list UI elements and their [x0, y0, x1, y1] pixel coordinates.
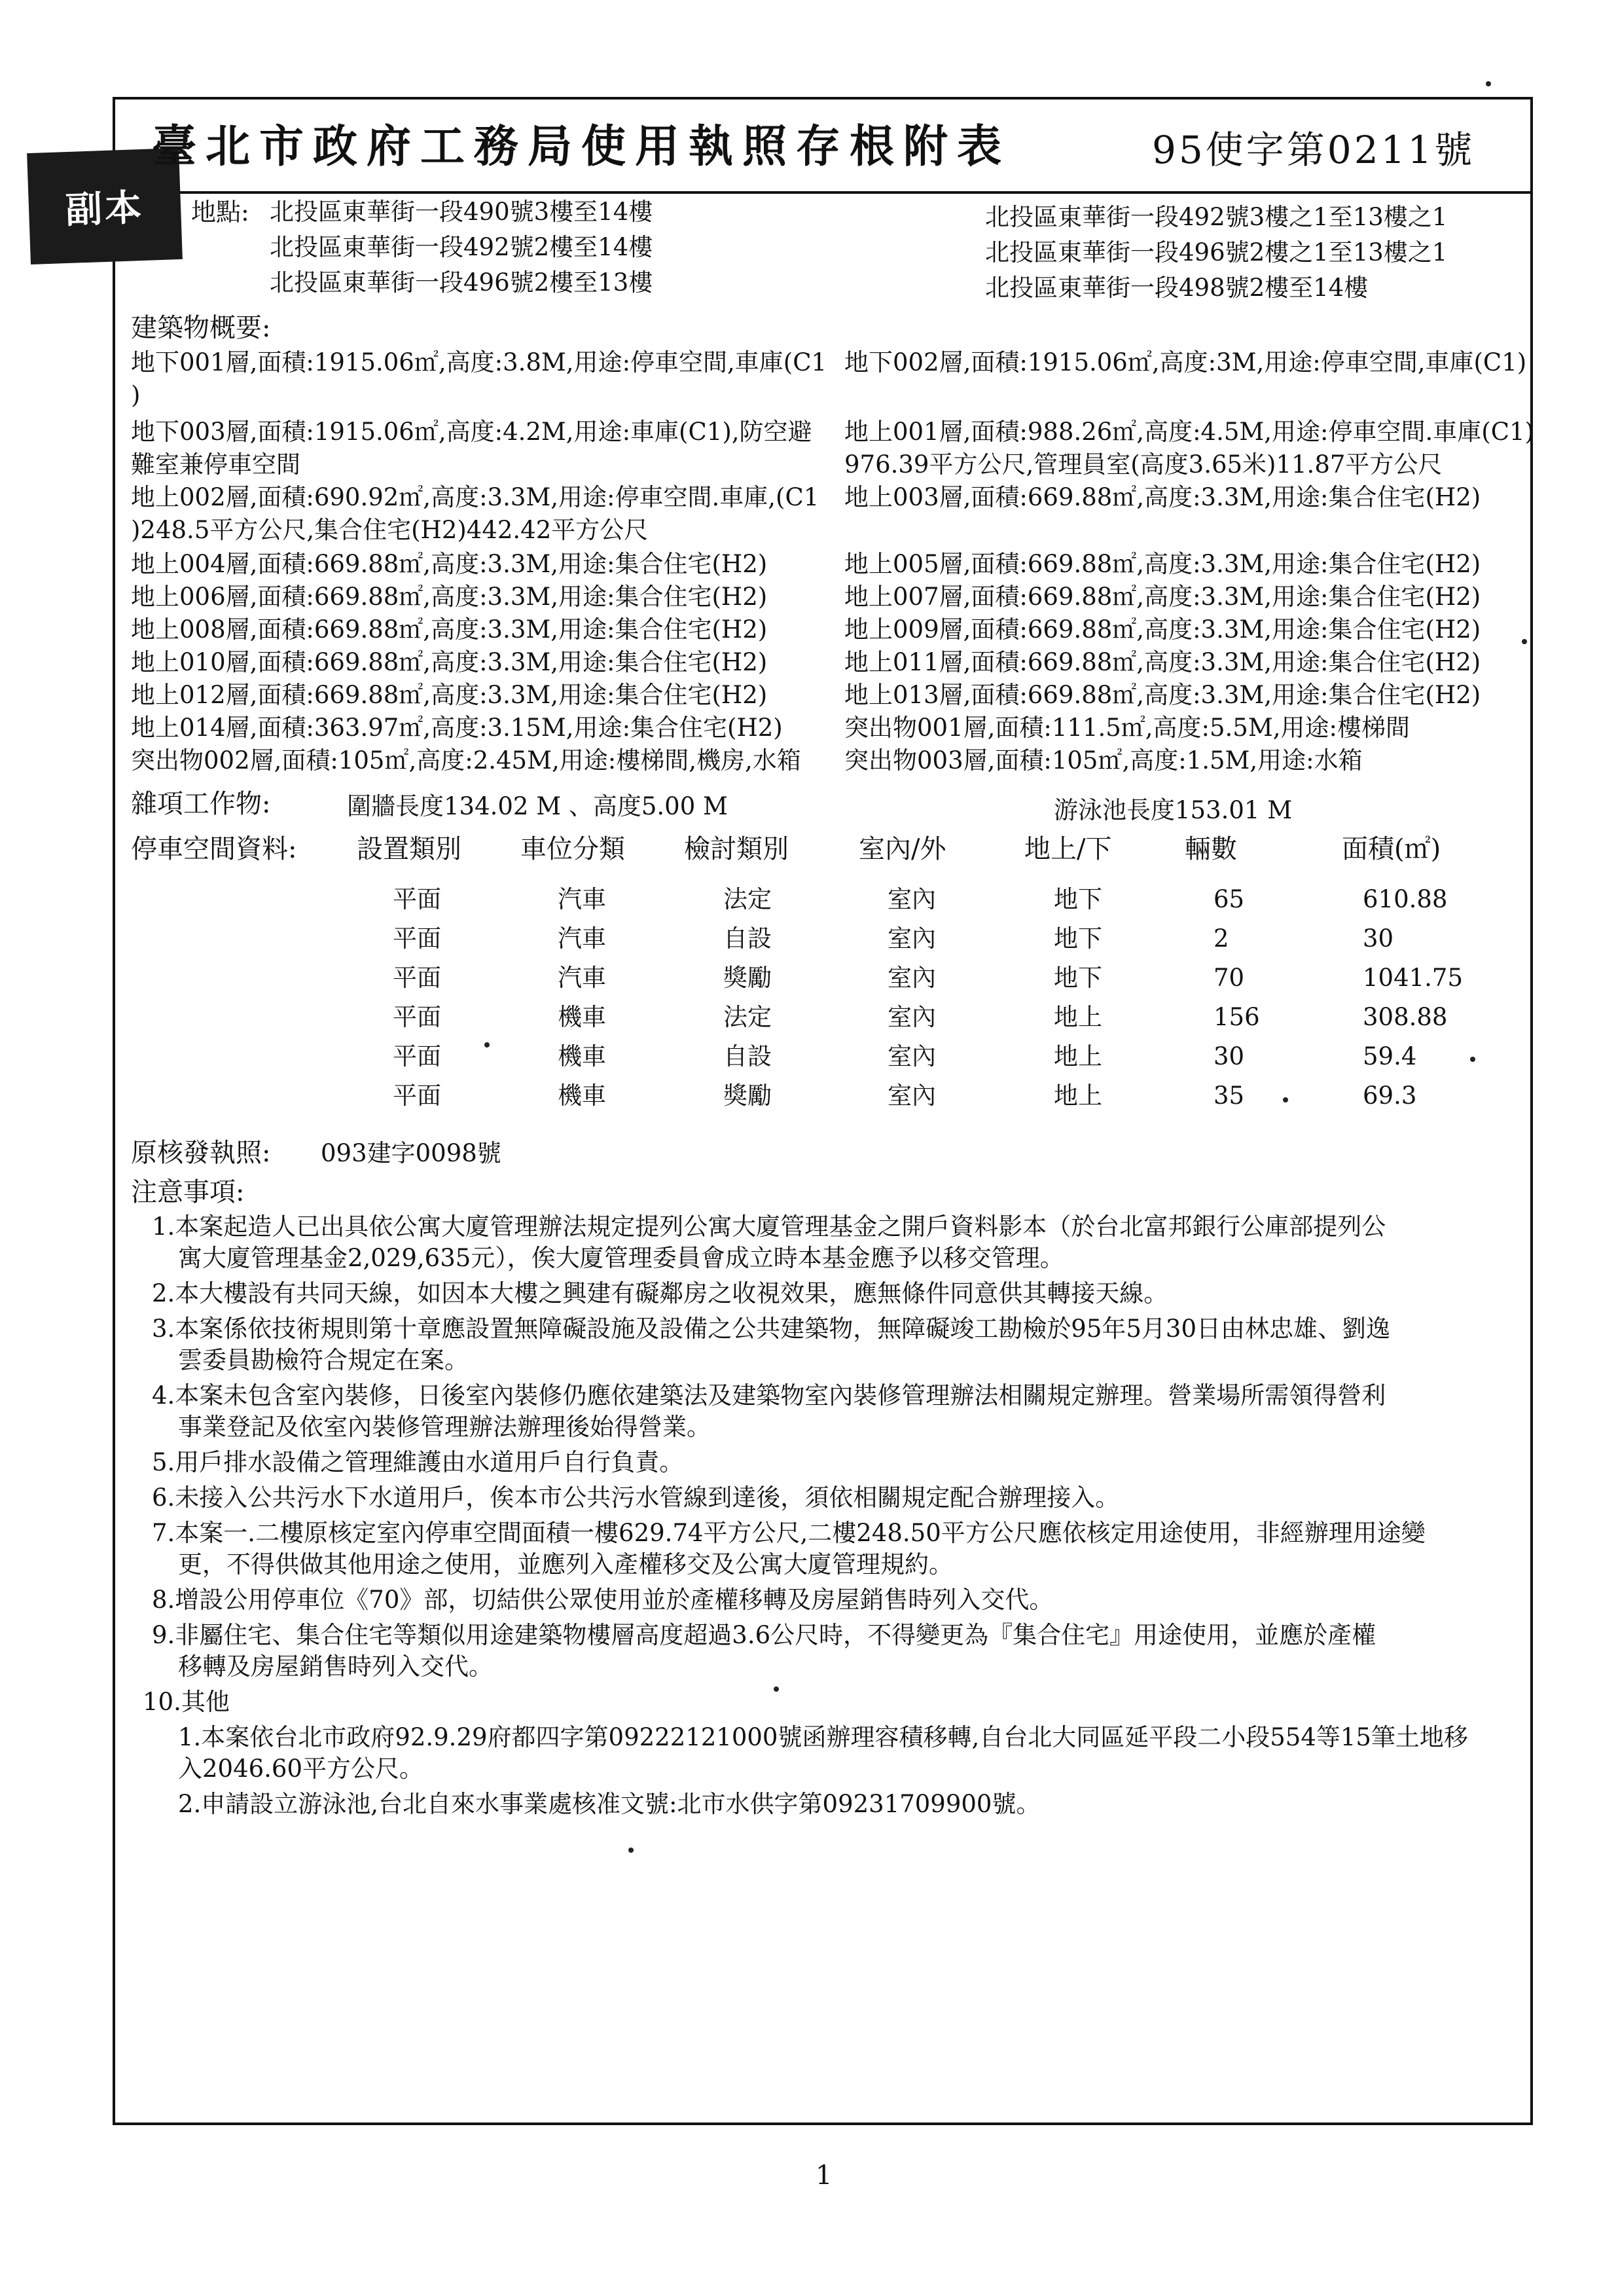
parking-cell: 30	[1363, 924, 1394, 953]
parking-cell: 地上	[1054, 1082, 1102, 1110]
scan-speck	[774, 1686, 779, 1692]
note-line: 移轉及房屋銷售時列入交代。	[178, 1652, 493, 1681]
scan-speck	[628, 1848, 634, 1853]
parking-cell: 室內	[888, 1003, 936, 1031]
building-line-right: 地上001層,面積:988.26㎡,高度:4.5M,用途:停車空間.車庫(C1)	[844, 418, 1534, 446]
document-frame	[113, 97, 1533, 2125]
note-line: 6.未接入公共污水下水道用戶，俟本市公共污水管線到達後，須依相關規定配合辦理接入。	[152, 1484, 1120, 1512]
parking-cell: 平面	[393, 1082, 441, 1110]
note-line: 1.本案起造人已出具依公寓大廈管理辦法規定提列公寓大廈管理基金之開戶資料影本（於台北富邦銀行公庫部提列公	[152, 1212, 1386, 1241]
scan-speck	[1283, 1097, 1288, 1102]
parking-cell: 地下	[1054, 885, 1102, 913]
notes-heading: 注意事項:	[131, 1177, 245, 1207]
building-line-right: 地下002層,面積:1915.06㎡,高度:3M,用途:停車空間,車庫(C1)	[844, 348, 1527, 376]
building-line-left: 突出物002層,面積:105㎡,高度:2.45M,用途:樓梯間,機房,水箱	[131, 746, 801, 774]
parking-cell: 2	[1214, 924, 1229, 953]
note-line: 雲委員勘檢符合規定在案。	[178, 1346, 469, 1374]
misc-wall: 圍牆長度134.02 M 、高度5.00 M	[347, 792, 728, 820]
parking-header-cell: 輛數	[1185, 834, 1237, 864]
address-left-3: 北投區東華街一段496號2樓至13樓	[270, 268, 653, 297]
document-title: 臺北市政府工務局使用執照存根附表	[152, 120, 1011, 173]
note-other-line: 1.本案依台北市政府92.9.29府都四字第09222121000號函辦理容積移轉,自台北大同區延平段二小段554等15筆土地移	[178, 1723, 1468, 1751]
building-line-right: 突出物001層,面積:111.5㎡,高度:5.5M,用途:樓梯間	[844, 714, 1410, 742]
parking-cell: 獎勵	[723, 1082, 772, 1110]
parking-label: 停車空間資料:	[131, 834, 297, 864]
parking-cell: 70	[1214, 964, 1245, 992]
parking-cell: 平面	[393, 964, 441, 992]
original-permit-value: 093建字0098號	[321, 1139, 501, 1167]
parking-cell: 地上	[1054, 1003, 1102, 1031]
building-line-left: 地上004層,面積:669.88㎡,高度:3.3M,用途:集合住宅(H2)	[131, 550, 768, 578]
note-other-line: 2.申請設立游泳池,台北自來水事業處核准文號:北市水供字第09231709900號。	[178, 1790, 1041, 1818]
parking-cell: 室內	[888, 885, 936, 913]
building-line-left: 地下003層,面積:1915.06㎡,高度:4.2M,用途:車庫(C1),防空避	[131, 418, 812, 446]
parking-cell: 156	[1214, 1003, 1260, 1031]
parking-cell: 汽車	[558, 885, 606, 913]
parking-cell: 平面	[393, 885, 441, 913]
address-label: 地點:	[191, 198, 249, 227]
parking-cell: 308.88	[1363, 1003, 1448, 1031]
note-line: 寓大廈管理基金2,029,635元），俟大廈管理委員會成立時本基金應予以移交管理。	[178, 1244, 1064, 1272]
note-other-line: 入2046.60平方公尺。	[178, 1755, 424, 1783]
parking-cell: 地上	[1054, 1042, 1102, 1070]
parking-cell: 室內	[888, 964, 936, 992]
address-right-1: 北投區東華街一段492號3樓之1至13樓之1	[985, 203, 1448, 231]
note-line: 3.本案係依技術規則第十章應設置無障礙設施及設備之公共建築物，無障礙竣工勘檢於95年5月30日由林忠雄、劉逸	[152, 1315, 1391, 1343]
parking-cell: 自設	[723, 1042, 772, 1070]
parking-header-cell: 面積(㎡)	[1342, 834, 1441, 864]
page-number: 1	[816, 2160, 833, 2191]
building-line-left: 地上014層,面積:363.97㎡,高度:3.15M,用途:集合住宅(H2)	[131, 714, 783, 742]
parking-cell: 法定	[723, 885, 772, 913]
parking-cell: 室內	[888, 1082, 936, 1110]
scan-speck	[1522, 639, 1527, 644]
misc-label: 雜項工作物:	[131, 789, 271, 819]
note-line: 更，不得供做其他用途之使用，並應列入產權移交及公寓大廈管理規約。	[178, 1550, 953, 1578]
note-line: 8.增設公用停車位《70》部，切結供公眾使用並於產權移轉及房屋銷售時列入交代。	[152, 1586, 1054, 1614]
building-line-left: 地上010層,面積:669.88㎡,高度:3.3M,用途:集合住宅(H2)	[131, 648, 768, 676]
scan-speck	[1470, 1057, 1475, 1062]
building-line-left: 地上002層,面積:690.92㎡,高度:3.3M,用途:停車空間.車庫,(C1	[131, 483, 819, 511]
building-line-left: )	[131, 381, 141, 409]
note-line: 9.非屬住宅、集合住宅等類似用途建築物樓層高度超過3.6公尺時，不得變更為『集合住宅』用途使用，並應於產權	[152, 1621, 1376, 1649]
building-line-right: 地上007層,面積:669.88㎡,高度:3.3M,用途:集合住宅(H2)	[844, 583, 1481, 611]
misc-pool: 游泳池長度153.01 M	[1054, 796, 1293, 824]
building-line-right: 976.39平方公尺,管理員室(高度3.65米)11.87平方公尺	[844, 450, 1443, 479]
parking-cell: 室內	[888, 1042, 936, 1070]
parking-cell: 平面	[393, 924, 441, 953]
parking-cell: 汽車	[558, 964, 606, 992]
address-right-3: 北投區東華街一段498號2樓至14樓	[985, 274, 1369, 302]
parking-header-cell: 室內/外	[859, 834, 946, 864]
building-line-left: 地上006層,面積:669.88㎡,高度:3.3M,用途:集合住宅(H2)	[131, 583, 768, 611]
parking-cell: 自設	[723, 924, 772, 953]
building-line-right: 地上013層,面積:669.88㎡,高度:3.3M,用途:集合住宅(H2)	[844, 681, 1481, 709]
building-line-left: 地上012層,面積:669.88㎡,高度:3.3M,用途:集合住宅(H2)	[131, 681, 768, 709]
building-line-right: 地上011層,面積:669.88㎡,高度:3.3M,用途:集合住宅(H2)	[844, 648, 1481, 676]
note-line: 2.本大樓設有共同天線，如因本大樓之興建有礙鄰房之收視效果，應無條件同意供其轉接天線。	[152, 1279, 1168, 1307]
parking-cell: 汽車	[558, 924, 606, 953]
parking-cell: 機車	[558, 1003, 606, 1031]
building-heading: 建築物概要:	[131, 313, 271, 343]
building-line-right: 突出物003層,面積:105㎡,高度:1.5M,用途:水箱	[844, 746, 1363, 774]
scan-speck	[1486, 81, 1491, 86]
note-line: 4.本案未包含室內裝修，日後室內裝修仍應依建築法及建築物室內裝修管理辦法相關規定辦理。營業場所需領得營利	[152, 1381, 1386, 1410]
parking-cell: 69.3	[1363, 1082, 1417, 1110]
parking-header-cell: 設置類別	[357, 834, 461, 864]
scan-speck	[484, 1042, 490, 1048]
parking-cell: 65	[1214, 885, 1245, 913]
parking-header-cell: 車位分類	[520, 834, 625, 864]
official-stamp: 副本	[27, 148, 183, 264]
building-line-right: 地上009層,面積:669.88㎡,高度:3.3M,用途:集合住宅(H2)	[844, 615, 1481, 644]
parking-cell: 1041.75	[1363, 964, 1464, 992]
parking-cell: 機車	[558, 1042, 606, 1070]
parking-cell: 59.4	[1363, 1042, 1417, 1070]
parking-cell: 室內	[888, 924, 936, 953]
building-line-right: 地上005層,面積:669.88㎡,高度:3.3M,用途:集合住宅(H2)	[844, 550, 1481, 578]
note-line: 事業登記及依室內裝修管理辦法辦理後始得營業。	[178, 1413, 711, 1441]
parking-header-cell: 地上/下	[1024, 834, 1112, 864]
parking-cell: 平面	[393, 1042, 441, 1070]
parking-cell: 地下	[1054, 924, 1102, 953]
building-line-left: 地下001層,面積:1915.06㎡,高度:3.8M,用途:停車空間,車庫(C1	[131, 348, 827, 376]
parking-cell: 地下	[1054, 964, 1102, 992]
parking-cell: 平面	[393, 1003, 441, 1031]
permit-number: 95使字第0211號	[1152, 128, 1475, 172]
parking-cell: 610.88	[1363, 885, 1448, 913]
parking-header-cell: 檢討類別	[684, 834, 789, 864]
parking-cell: 獎勵	[723, 964, 772, 992]
building-line-left: )248.5平方公尺,集合住宅(H2)442.42平方公尺	[131, 516, 649, 544]
note-line: 7.本案一.二樓原核定室內停車空間面積一樓629.74平方公尺,二樓248.50平方公尺應依核定用途使用，非經辦理用途變	[152, 1519, 1426, 1547]
address-left-1: 北投區東華街一段490號3樓至14樓	[270, 198, 653, 226]
parking-cell: 機車	[558, 1082, 606, 1110]
parking-cell: 30	[1214, 1042, 1245, 1070]
address-right-2: 北投區東華街一段496號2樓之1至13樓之1	[985, 238, 1448, 266]
note-other-label: 10.其他	[143, 1688, 230, 1716]
original-permit-label: 原核發執照:	[131, 1138, 271, 1168]
note-line: 5.用戶排水設備之管理維護由水道用戶自行負責。	[152, 1448, 684, 1476]
address-left-2: 北投區東華街一段492號2樓至14樓	[270, 233, 653, 261]
parking-cell: 法定	[723, 1003, 772, 1031]
building-line-right: 地上003層,面積:669.88㎡,高度:3.3M,用途:集合住宅(H2)	[844, 483, 1481, 511]
building-line-left: 難室兼停車空間	[131, 450, 300, 479]
building-line-left: 地上008層,面積:669.88㎡,高度:3.3M,用途:集合住宅(H2)	[131, 615, 768, 644]
parking-cell: 35	[1214, 1082, 1245, 1110]
